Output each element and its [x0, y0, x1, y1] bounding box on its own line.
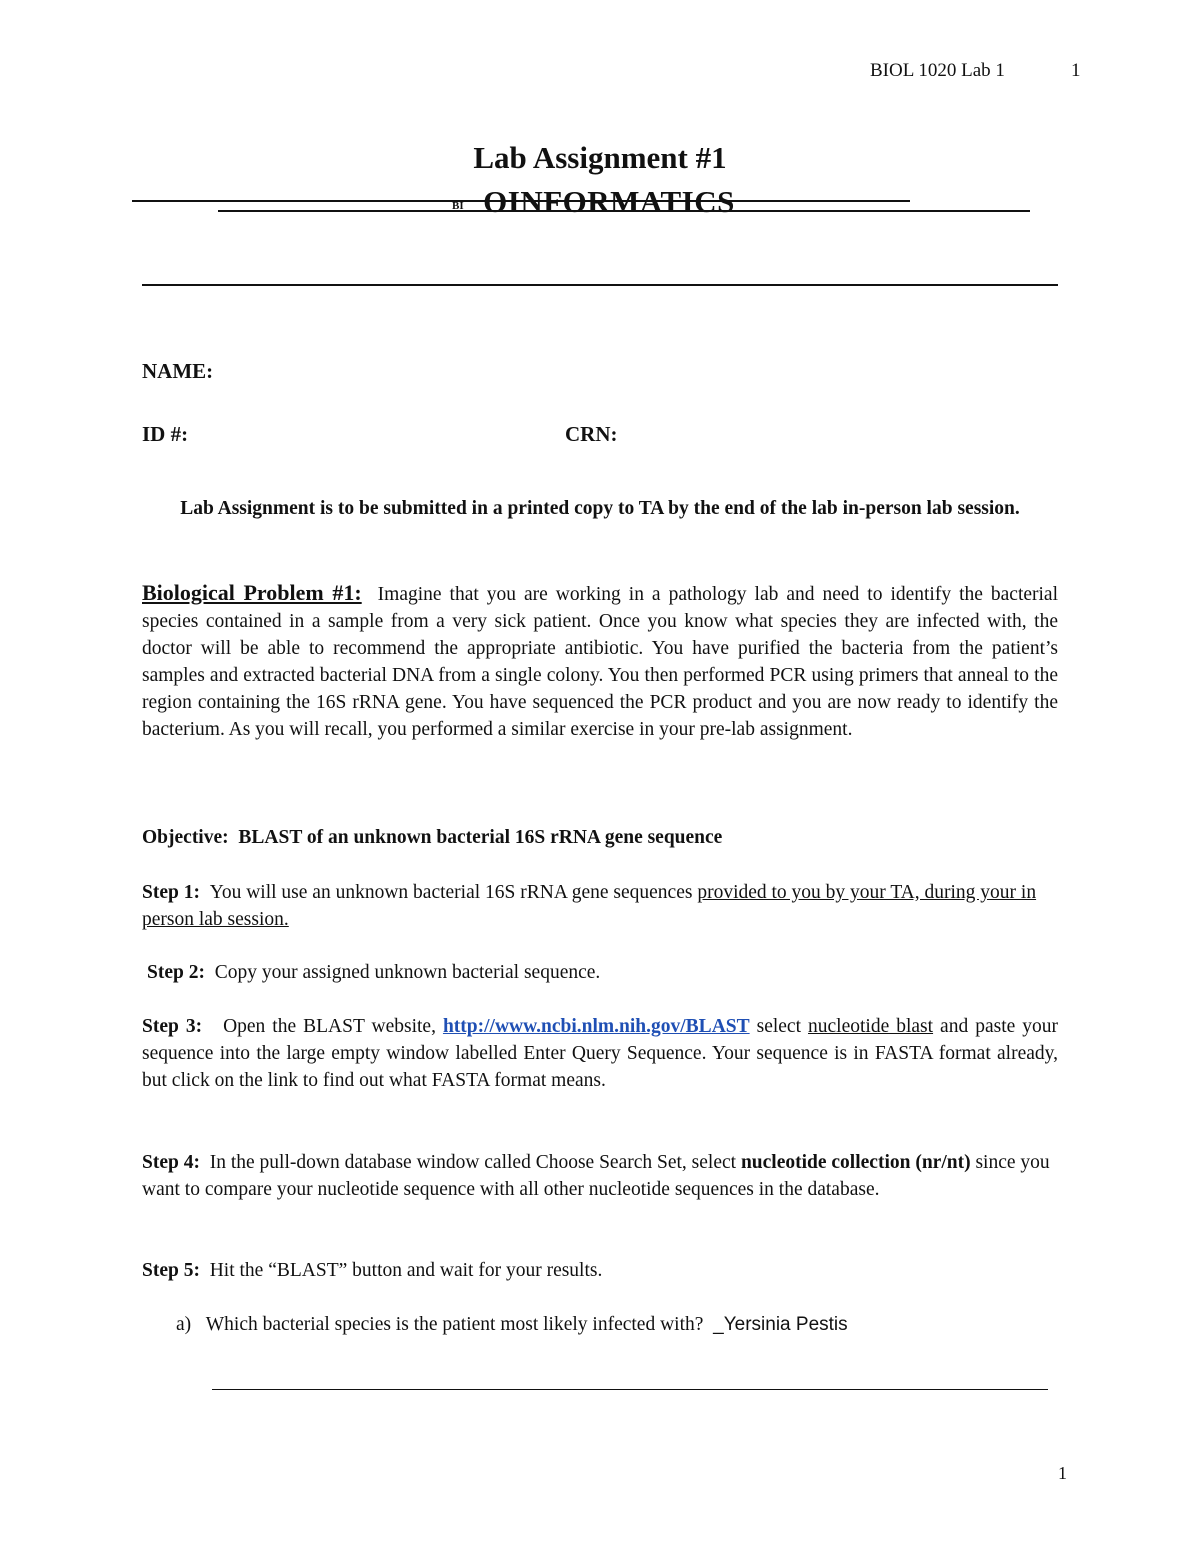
blast-link[interactable]: http://www.ncbi.nlm.nih.gov/BLAST [442, 1016, 750, 1037]
objective [142, 824, 1058, 851]
step-3-label: Step 3: [142, 1016, 203, 1037]
page-title: Lab Assignment #1 [473, 140, 727, 175]
subtitle-fragment: BI [452, 200, 464, 212]
step-1-text: You will use an unknown bacterial 16S rRNA gene sequences [209, 882, 698, 903]
step-1-label: Step 1: [142, 882, 200, 903]
running-header: BIOL 1020 Lab 1 [870, 60, 1005, 81]
problem-heading: Biological Problem #1: [142, 580, 362, 605]
step-2-label: Step 2: [147, 962, 205, 983]
problem-text: Imagine that you are working in a pathology lab and need to identify the bacterial species contained in a sample from a very sick patient. Once you know what species they are infected with, the doctor will be able to recommend the appropriate antibiotic. You have purified the bacteria from the patient’s samples and extracted bacterial DNA from a single colony. You then performed PCR using primers that anneal to the region containing the 16S rRNA gene. You have sequenced the PCR product and you are now ready to identify the bacterium. As you will recall, you performed a similar exercise in your pre-lab assignment. [142, 584, 1059, 740]
step-4-post: since you want to compare your nucleotide sequence with all other nucleotide sequences in the database. [142, 1152, 1050, 1200]
id-label: ID #: [142, 422, 189, 446]
step-2 [147, 959, 1063, 986]
question-a-text: Which bacterial species is the patient most likely infected with? [205, 1314, 704, 1335]
title-rule-long [142, 284, 1058, 286]
question-a-answer[interactable]: _Yersinia Pestis [713, 1314, 848, 1335]
step-2-text: Copy your assigned unknown bacterial sequence. [214, 962, 601, 983]
step-4 [142, 1149, 1057, 1203]
header-page-number: 1 [1071, 60, 1081, 81]
objective-text: BLAST of an unknown bacterial 16S rRNA gene sequence [238, 827, 723, 848]
step-5-text: Hit the “BLAST” button and wait for your results. [209, 1260, 603, 1281]
question-a [176, 1311, 848, 1338]
step-4-pre: In the pull-down database window called Choose Search Set, select [209, 1152, 741, 1173]
page-subtitle: OINFORMATICS [483, 184, 735, 219]
step-3-underlined: nucleotide blast [808, 1016, 934, 1037]
step-3-pre: Open the BLAST website, [223, 1016, 443, 1037]
question-a-marker: a) [176, 1314, 192, 1335]
step-5-label: Step 5: [142, 1260, 200, 1281]
step-5 [142, 1257, 1058, 1284]
step-4-bold: nucleotide collection (nr/nt) [740, 1152, 971, 1173]
step-3 [142, 1013, 1058, 1094]
step-1-underlined: provided to you by your TA, during your in person lab session. [142, 882, 1037, 930]
step-1 [142, 879, 1062, 933]
footer-page-number: 1 [1058, 1463, 1067, 1483]
crn-label: CRN: [565, 422, 618, 446]
step-3-mid: select [749, 1016, 809, 1037]
problem-paragraph [142, 579, 1058, 743]
objective-label: Objective: [142, 827, 229, 848]
title-rule-lower [218, 210, 1030, 212]
name-label: NAME: [142, 359, 214, 383]
submission-notice: Lab Assignment is to be submitted in a printed copy to TA by the end of the lab in-person lab session. [180, 498, 1020, 519]
step-3-post: and paste your sequence into the large empty window labelled Enter Query Sequence. Your sequence is in FASTA format already, but click on the link to find out what FASTA format means. [142, 1016, 1059, 1091]
step-4-label: Step 4: [142, 1152, 200, 1173]
answer-line [212, 1389, 1048, 1390]
